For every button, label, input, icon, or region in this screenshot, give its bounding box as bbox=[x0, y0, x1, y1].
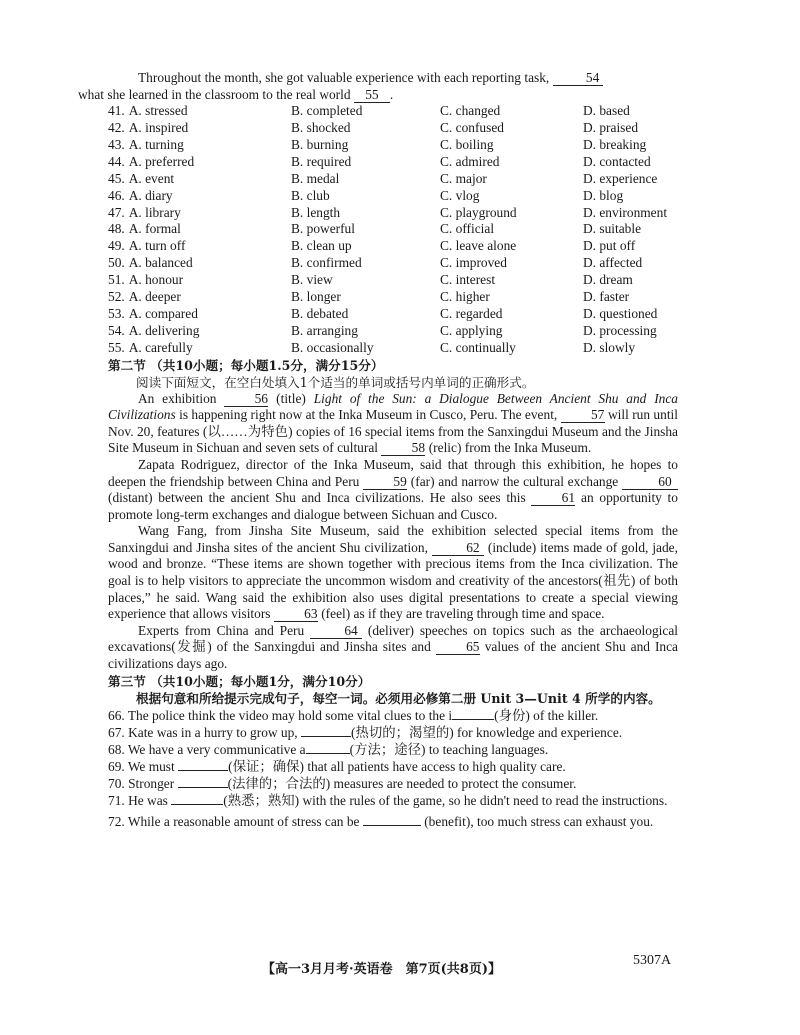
option-c: C. admired bbox=[440, 153, 500, 169]
option-b: B. shocked bbox=[291, 120, 351, 136]
option-a: 53. A. compared bbox=[108, 305, 198, 321]
paper-code: 5307A bbox=[633, 953, 672, 968]
option-a: 47. A. library bbox=[108, 204, 181, 220]
option-d: D. questioned bbox=[583, 305, 658, 321]
question-number: 55. bbox=[108, 339, 125, 355]
option-d: D. praised bbox=[583, 120, 639, 136]
choice-row bbox=[108, 137, 678, 154]
section3-instruction: 根据句意和所给提示完成句子，每空一词。必须用必修第二册 Unit 3—Unit 4 所学的内容。 bbox=[136, 690, 661, 706]
blank-57: 57 bbox=[561, 408, 605, 423]
section2-instruction: 阅读下面短文，在空白处填入1个适当的单词或括号内单词的正确形式。 bbox=[136, 374, 535, 390]
option-c: C. official bbox=[440, 221, 495, 237]
question-70: 70. Stronger (法律的；合法的) measures are needed to protect the consumer. bbox=[108, 775, 577, 791]
blank-62: 62 bbox=[432, 541, 484, 556]
question-number: 45. bbox=[108, 170, 125, 186]
option-a: 50. A. balanced bbox=[108, 255, 193, 271]
choice-row bbox=[108, 272, 678, 289]
option-a: 48. A. formal bbox=[108, 221, 181, 237]
passage-paragraph-4: Experts from China and Peru 64 (deliver) speeches on topics such as the archaeological excavations(发掘) of the Sanxingdui and Jinsha sites and 65 values of the ancient Shu and Inca civilizations days ago. bbox=[108, 622, 678, 672]
blank-56: 56 bbox=[224, 392, 268, 407]
section2-title: 第二节 （共10小题；每小题1.5分，满分15分） bbox=[108, 357, 384, 373]
option-c: C. playground bbox=[440, 204, 517, 220]
option-c: C. major bbox=[440, 170, 487, 186]
option-b: B. medal bbox=[291, 170, 340, 186]
option-a: 49. A. turn off bbox=[108, 238, 186, 254]
option-c: C. higher bbox=[440, 288, 490, 304]
option-b: B. occasionally bbox=[291, 339, 374, 355]
answer-blank-69[interactable] bbox=[178, 770, 228, 771]
option-b: B. length bbox=[291, 204, 341, 220]
question-number: 49. bbox=[108, 238, 125, 254]
choice-row bbox=[108, 323, 678, 340]
option-a: 45. A. event bbox=[108, 170, 175, 186]
passage-paragraph-1: An exhibition 56 (title) Light of the Sun: a Dialogue Between Ancient Shu and Inca Civilizations is happening right now at the Inka Museum in Cusco, Peru. The event, 57 will run until Nov. 20, features (以……为特色) copies of 16 special items from the Sanxingdui Museum and the Jinsha Site Museum in Sichuan and seven sets of cultural 58 (relic) from the Inka Museum. bbox=[108, 390, 678, 456]
option-c: C. continually bbox=[440, 339, 516, 355]
choice-row bbox=[108, 171, 678, 188]
choice-row bbox=[108, 103, 678, 120]
question-number: 48. bbox=[108, 221, 125, 237]
option-c: C. boiling bbox=[440, 136, 494, 152]
option-d: D. based bbox=[583, 103, 630, 119]
option-d: D. faster bbox=[583, 288, 630, 304]
option-b: B. burning bbox=[291, 136, 349, 152]
option-b: B. arranging bbox=[291, 322, 358, 338]
option-a: 55. A. carefully bbox=[108, 339, 193, 355]
option-c: C. applying bbox=[440, 322, 503, 338]
blank-63: 63 bbox=[274, 607, 318, 622]
blank-58: 58 bbox=[381, 441, 425, 456]
option-c: C. confused bbox=[440, 120, 504, 136]
choice-row bbox=[108, 255, 678, 272]
choice-row bbox=[108, 289, 678, 306]
option-a: 42. A. inspired bbox=[108, 120, 189, 136]
option-b: B. club bbox=[291, 187, 330, 203]
question-number: 44. bbox=[108, 153, 125, 169]
exam-page bbox=[78, 70, 678, 830]
question-number: 51. bbox=[108, 272, 125, 288]
option-b: B. powerful bbox=[291, 221, 355, 237]
choice-row bbox=[108, 188, 678, 205]
choice-row bbox=[108, 205, 678, 222]
choice-row bbox=[108, 340, 678, 357]
option-a: 43. A. turning bbox=[108, 136, 184, 152]
option-d: D. dream bbox=[583, 272, 633, 288]
section3-title: 第三节 （共10小题；每小题1分，满分10分） bbox=[108, 673, 371, 689]
option-b: B. view bbox=[291, 272, 333, 288]
answer-blank-66[interactable] bbox=[452, 719, 494, 720]
option-c: C. changed bbox=[440, 103, 501, 119]
question-number: 50. bbox=[108, 255, 125, 271]
answer-blank-68[interactable] bbox=[306, 753, 350, 754]
question-number: 46. bbox=[108, 187, 125, 203]
blank-61: 61 bbox=[531, 491, 575, 506]
option-c: C. regarded bbox=[440, 305, 503, 321]
option-a: 41. A. stressed bbox=[108, 103, 188, 119]
question-69: 69. We must (保证；确保) that all patients have access to high quality care. bbox=[108, 758, 566, 774]
option-c: C. interest bbox=[440, 272, 496, 288]
question-67: 67. Kate was in a hurry to grow up, (热切的；渴望的) for knowledge and experience. bbox=[108, 724, 623, 740]
passage-paragraph-3: Wang Fang, from Jinsha Site Museum, said the exhibition selected special items from the Sanxingdui and Jinsha sites of the ancient Shu civilization, 62 (include) items made of gold, jade, wood and bronze. “These items are shown together with precious items from the Inca civilization. The goal is to help visitors to appreciate the uncommon wisdom and creativity of the ancestors(祖先) of both places,” he said. Wang said the exhibition also uses digital presentations to create a special viewing experience that allows visitors 63 (feel) as if they are traveling through time and space. bbox=[108, 523, 678, 622]
option-d: D. suitable bbox=[583, 221, 642, 237]
option-b: B. longer bbox=[291, 288, 341, 304]
cloze-tail bbox=[78, 70, 678, 103]
option-d: D. breaking bbox=[583, 136, 647, 152]
question-66: 66. The police think the video may hold some vital clues to the i (身份) of the killer. bbox=[108, 707, 599, 723]
answer-blank-67[interactable] bbox=[301, 736, 351, 737]
option-b: B. completed bbox=[291, 103, 363, 119]
option-a: 44. A. preferred bbox=[108, 153, 195, 169]
option-d: D. put off bbox=[583, 238, 636, 254]
option-a: 51. A. honour bbox=[108, 272, 184, 288]
blank-64: 64 bbox=[310, 624, 362, 639]
answer-blank-70[interactable] bbox=[178, 787, 228, 788]
question-68: 68. We have a very communicative a (方法；途径) to teaching languages. bbox=[108, 741, 549, 757]
exhibition-title: Light of the Sun: a Dialogue Between Ancient Shu and Inca Civilizations bbox=[108, 390, 678, 423]
cloze-text: Throughout the month, she got valuable experience with each reporting task, bbox=[138, 70, 550, 85]
blank-54: 54 bbox=[553, 71, 603, 86]
option-b: B. required bbox=[291, 153, 352, 169]
choice-table bbox=[108, 103, 678, 356]
option-d: D. experience bbox=[583, 170, 658, 186]
option-c: C. vlog bbox=[440, 187, 480, 203]
option-c: C. improved bbox=[440, 255, 507, 271]
option-a: 46. A. diary bbox=[108, 187, 173, 203]
option-a: 52. A. deeper bbox=[108, 288, 181, 304]
option-d: D. processing bbox=[583, 322, 657, 338]
option-a: 54. A. delivering bbox=[108, 322, 200, 338]
question-number: 47. bbox=[108, 204, 125, 220]
question-number: 41. bbox=[108, 103, 125, 119]
blank-60: 60 bbox=[622, 475, 678, 490]
option-b: B. debated bbox=[291, 305, 349, 321]
blank-65: 65 bbox=[436, 640, 480, 655]
question-number: 52. bbox=[108, 288, 125, 304]
blank-55: 55 bbox=[354, 88, 390, 103]
choice-row bbox=[108, 154, 678, 171]
choice-row bbox=[108, 306, 678, 323]
question-number: 42. bbox=[108, 120, 125, 136]
option-d: D. blog bbox=[583, 187, 624, 203]
answer-blank-72[interactable] bbox=[363, 825, 421, 826]
option-b: B. clean up bbox=[291, 238, 352, 254]
question-number: 54. bbox=[108, 322, 125, 338]
option-d: D. contacted bbox=[583, 153, 651, 169]
cloze-text-2: what she learned in the classroom to the real world 55 . bbox=[78, 86, 394, 102]
choice-row bbox=[108, 238, 678, 255]
choice-row bbox=[108, 221, 678, 238]
passage-paragraph-2: Zapata Rodriguez, director of the Inka Museum, said that through this exhibition, he hopes to deepen the friendship between China and Peru 59 (far) and narrow the cultural exchange 60 (distant) between the ancient Shu and Inca civilizations. He also sees this 61 an opportunity to promote long-term exchanges and dialogue between Sichuan and Cusco. bbox=[108, 456, 678, 522]
option-d: D. slowly bbox=[583, 339, 636, 355]
question-72: 72. While a reasonable amount of stress can be (benefit), too much stress can exhaust you. bbox=[108, 813, 654, 829]
question-number: 53. bbox=[108, 305, 125, 321]
option-d: D. environment bbox=[583, 204, 668, 220]
answer-blank-71[interactable] bbox=[171, 804, 223, 805]
question-71: 71. He was (熟悉；熟知) with the rules of the game, so he didn't need to read the instructions. bbox=[108, 792, 668, 808]
blank-59: 59 bbox=[363, 475, 407, 490]
option-c: C. leave alone bbox=[440, 238, 517, 254]
choice-row bbox=[108, 120, 678, 137]
page-footer: 【高一3月月考·英语卷 第7页(共8页)】 bbox=[262, 962, 501, 977]
option-b: B. confirmed bbox=[291, 255, 362, 271]
option-d: D. affected bbox=[583, 255, 643, 271]
question-number: 43. bbox=[108, 136, 125, 152]
